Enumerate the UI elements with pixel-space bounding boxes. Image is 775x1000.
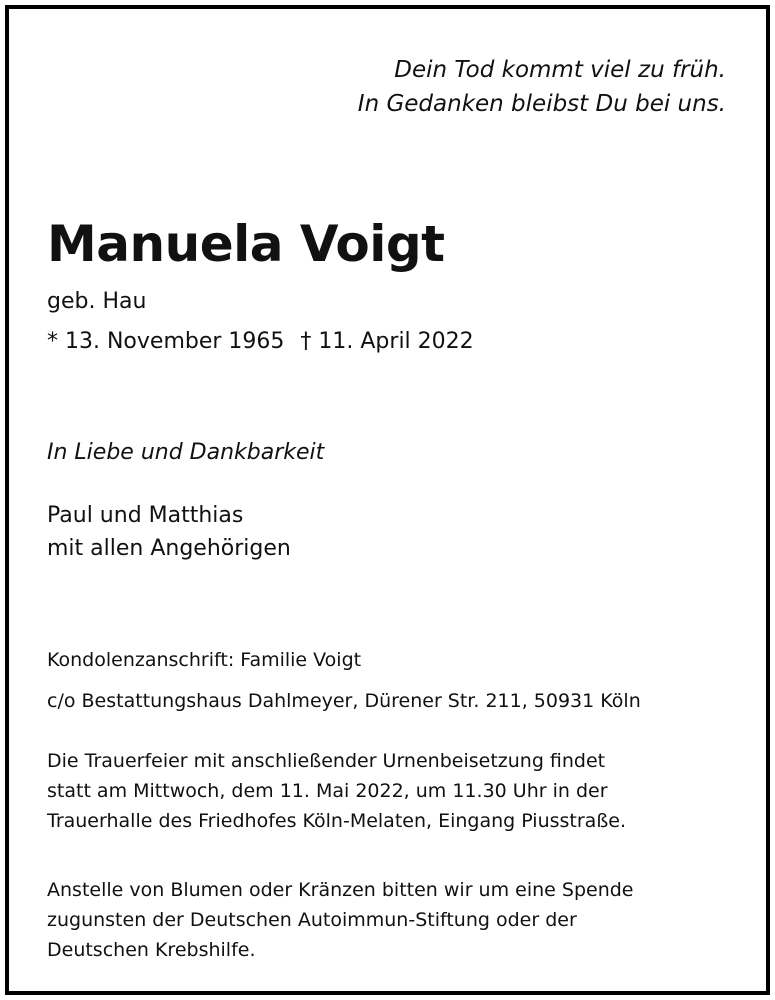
ceremony-line-2: statt am Mittwoch, dem 11. Mai 2022, um 11.30 Uhr in der <box>47 780 608 802</box>
mourners-line-1: Paul und Matthias <box>47 503 244 528</box>
dedication: In Liebe und Dankbarkeit <box>47 440 325 465</box>
donation-request <box>47 875 634 965</box>
mourners-line-2: mit allen Angehörigen <box>47 536 291 561</box>
life-dates <box>47 327 474 357</box>
obituary-frame <box>5 5 770 995</box>
ceremony-line-1: Die Trauerfeier mit anschließender Urnenbeisetzung findet <box>47 750 606 772</box>
death-date: † 11. April 2022 <box>300 329 474 354</box>
donation-line-2: zugunsten der Deutschen Autoimmun-Stiftung oder der <box>47 909 577 931</box>
motto-quote <box>358 53 726 121</box>
birth-name: geb. Hau <box>47 289 147 314</box>
motto-line-2: In Gedanken bleibst Du bei uns. <box>357 91 726 117</box>
donation-line-1: Anstelle von Blumen oder Kränzen bitten wir um eine Spende <box>47 879 634 901</box>
deceased-name: Manuela Voigt <box>47 215 445 273</box>
birth-date: * 13. November 1965 <box>47 329 285 354</box>
ceremony-info <box>47 746 626 836</box>
ceremony-line-3: Trauerhalle des Friedhofes Köln-Melaten, Eingang Piusstraße. <box>47 810 627 832</box>
mourners <box>47 499 291 565</box>
donation-line-3: Deutschen Krebshilfe. <box>47 939 256 961</box>
motto-line-1: Dein Tod kommt viel zu früh. <box>394 57 726 83</box>
condolence-label: Kondolenzanschrift: Familie Voigt <box>47 649 362 671</box>
condolence-address: c/o Bestattungshaus Dahlmeyer, Dürener Str. 211, 50931 Köln <box>47 690 641 712</box>
